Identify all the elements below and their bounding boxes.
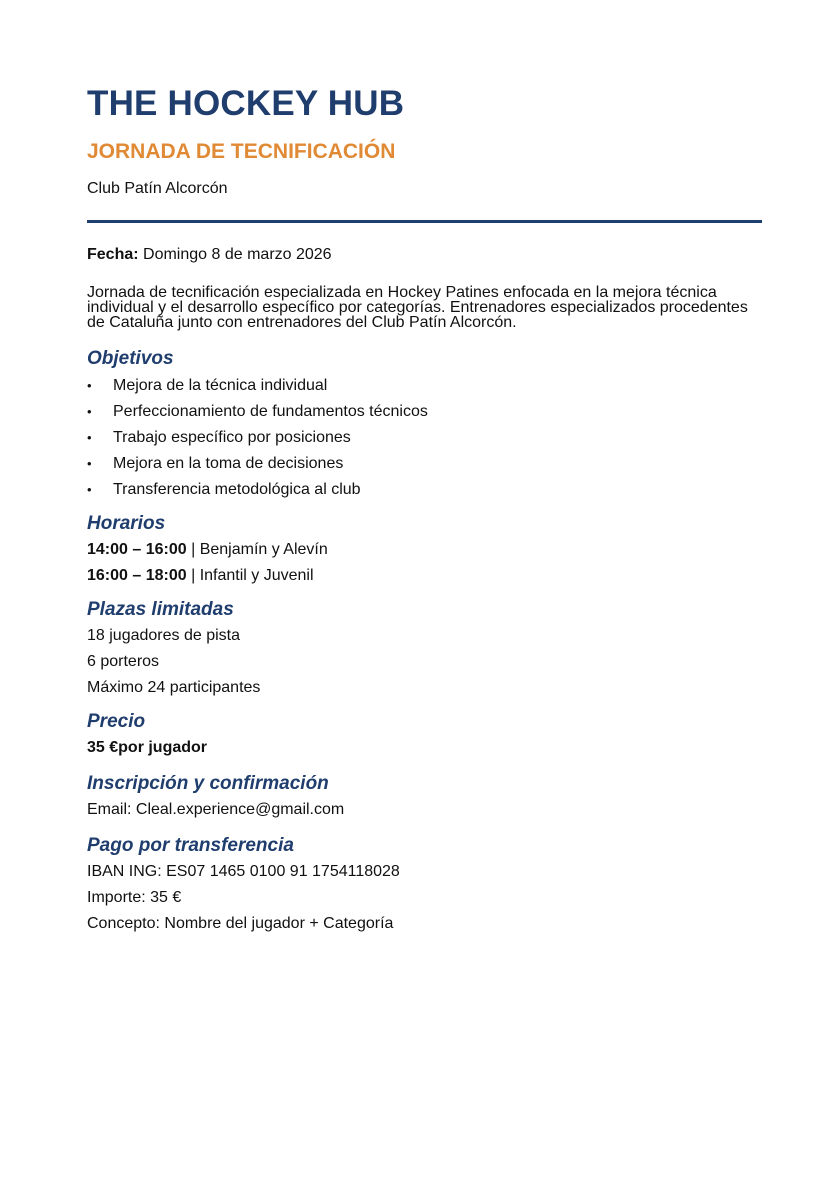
bullet-icon: • [87, 482, 92, 497]
schedule-row [87, 537, 762, 563]
bullet-icon: • [87, 404, 92, 419]
list-item [87, 373, 762, 399]
club-name: Club Patín Alcorcón [87, 180, 228, 197]
iban-line: IBAN ING: ES07 1465 0100 91 1754118028 [87, 863, 400, 880]
section-title-horarios: Horarios [87, 513, 166, 534]
intro-paragraph: Jornada de tecnificación especializada en Hockey Patines enfocada en la mejora técnica individual y el desarrollo específico por categorías. Entrenadores especializados procedentes de Cataluña junto con entrenadores del Club Patín Alcorcón. [87, 284, 748, 331]
plazas-line: Máximo 24 participantes [87, 679, 261, 696]
plazas-line: 6 porteros [87, 653, 160, 670]
section-title-inscripcion: Inscripción y confirmación [87, 773, 329, 794]
section-title-precio: Precio [87, 711, 146, 732]
section-title-objetivos: Objetivos [87, 348, 174, 369]
list-item-text: Transferencia metodológica al club [113, 481, 361, 498]
bullet-icon: • [87, 430, 92, 445]
list-item [87, 477, 762, 503]
list-item-text: Mejora de la técnica individual [113, 377, 328, 394]
date-value: Domingo 8 de marzo 2026 [138, 246, 332, 263]
document-body [87, 245, 762, 937]
list-item [87, 399, 762, 425]
schedule-row [87, 563, 762, 589]
header-divider [87, 220, 762, 223]
concept-line: Concepto: Nombre del jugador + Categoría [87, 915, 394, 932]
list-item-text: Trabajo específico por posiciones [113, 429, 351, 446]
list-item [87, 425, 762, 451]
objetivos-list [87, 373, 762, 503]
list-item [87, 451, 762, 477]
contact-email: Email: Cleal.experience@gmail.com [87, 801, 345, 818]
bullet-icon: • [87, 456, 92, 471]
section-title-plazas: Plazas limitadas [87, 599, 234, 620]
schedule-time: 16:00 – 18:00 [87, 567, 187, 584]
plazas-line: 18 jugadores de pista [87, 627, 240, 644]
list-item-text: Mejora en la toma de decisiones [113, 455, 344, 472]
price-value: 35 €por jugador [87, 739, 208, 756]
amount-line: Importe: 35 € [87, 889, 182, 906]
schedule-time: 14:00 – 16:00 [87, 541, 187, 558]
schedule-group: | Infantil y Juvenil [186, 567, 314, 584]
schedule-group: | Benjamín y Alevín [186, 541, 328, 558]
date-label: Fecha: [87, 246, 139, 263]
section-title-pago: Pago por transferencia [87, 835, 294, 856]
list-item-text: Perfeccionamiento de fundamentos técnicos [113, 403, 428, 420]
bullet-icon: • [87, 378, 92, 393]
document-title: THE HOCKEY HUB [87, 84, 405, 123]
document-subtitle: JORNADA DE TECNIFICACIÓN [87, 140, 396, 163]
event-date [87, 245, 762, 264]
